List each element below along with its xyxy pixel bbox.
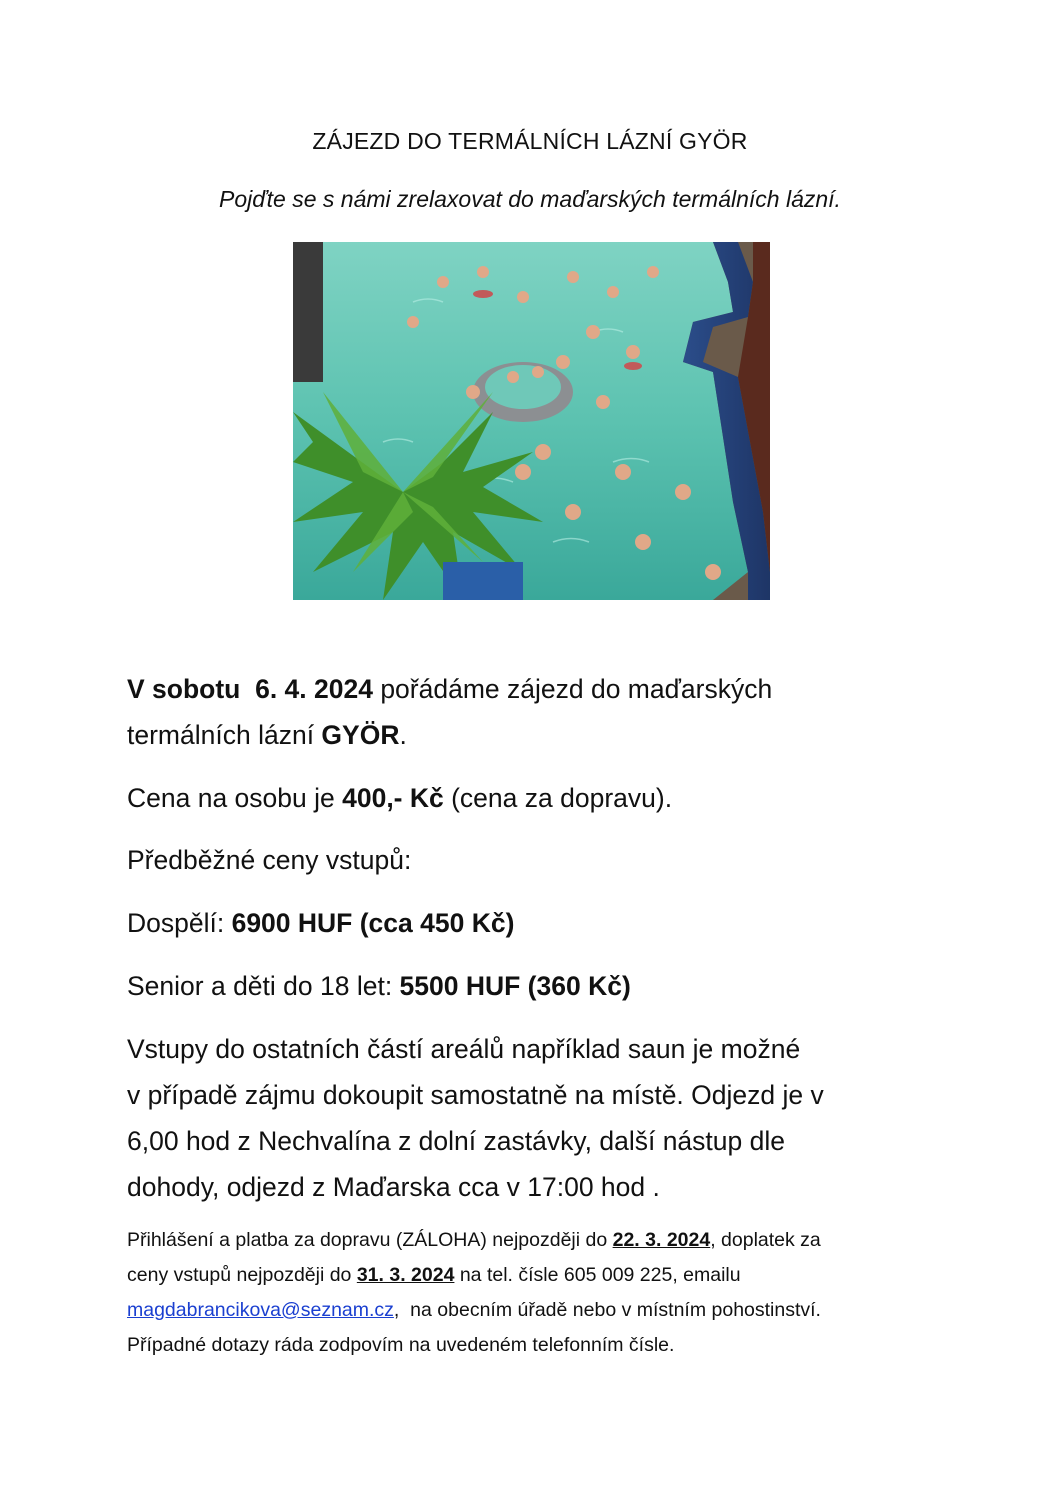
senior-price-line: Senior a děti do 18 let: 5500 HUF (360 Kč) <box>127 971 631 1001</box>
entry-prices-heading: Předběžné ceny vstupů: <box>127 845 412 875</box>
adult-price-line: Dospělí: 6900 HUF (cca 450 Kč) <box>127 908 515 938</box>
intro-paragraph <box>127 666 947 758</box>
details-paragraph: Vstupy do ostatních částí areálů například saun je možné v případě zájmu dokoupit samostatně na místě. Odjezd je v 6,00 hod z Nechvalína z dolní zastávky, další nástup dle dohody, odjezd z Maďarska cca v 17:00 hod . <box>127 1034 824 1202</box>
payment-deadline: 31. 3. 2024 <box>356 1264 455 1286</box>
trip-date: V sobotu 6. 4. 2024 <box>127 674 373 704</box>
registration-paragraph: Přihlášení a platba za dopravu (ZÁLOHA) nejpozději do 22. 3. 2024, doplatek za ceny vstupů nejpozději do 31. 3. 2024 na tel. čísle 605 009 225, emailu magdabrancikova@seznam.cz, na obecním úřadě nebo v místním pohostinství. Případné dotazy ráda zodpovím na uvedeném telefonním čísle. <box>127 1229 821 1356</box>
intro-line-2: termálních lázní GYÖR. <box>127 720 407 750</box>
document-subtitle: Pojďte se s námi zrelaxovat do maďarských termálních lázní. <box>219 186 841 212</box>
thermal-pool-photo <box>293 242 770 600</box>
intro-line-1: V sobotu 6. 4. 2024 pořádáme zájezd do maďarských <box>127 674 773 704</box>
price-amount: 400,- Kč <box>342 783 444 813</box>
deposit-deadline: 22. 3. 2024 <box>612 1229 711 1251</box>
email-link[interactable]: magdabrancikova@seznam.cz <box>127 1299 394 1321</box>
destination-name: GYÖR <box>321 720 400 750</box>
document-title: ZÁJEZD DO TERMÁLNÍCH LÁZNÍ GYÖR <box>312 128 748 154</box>
adult-price: 6900 HUF (cca 450 Kč) <box>231 908 515 938</box>
price-line: Cena na osobu je 400,- Kč (cena za dopravu). <box>127 783 673 813</box>
senior-price: 5500 HUF (360 Kč) <box>399 971 631 1001</box>
